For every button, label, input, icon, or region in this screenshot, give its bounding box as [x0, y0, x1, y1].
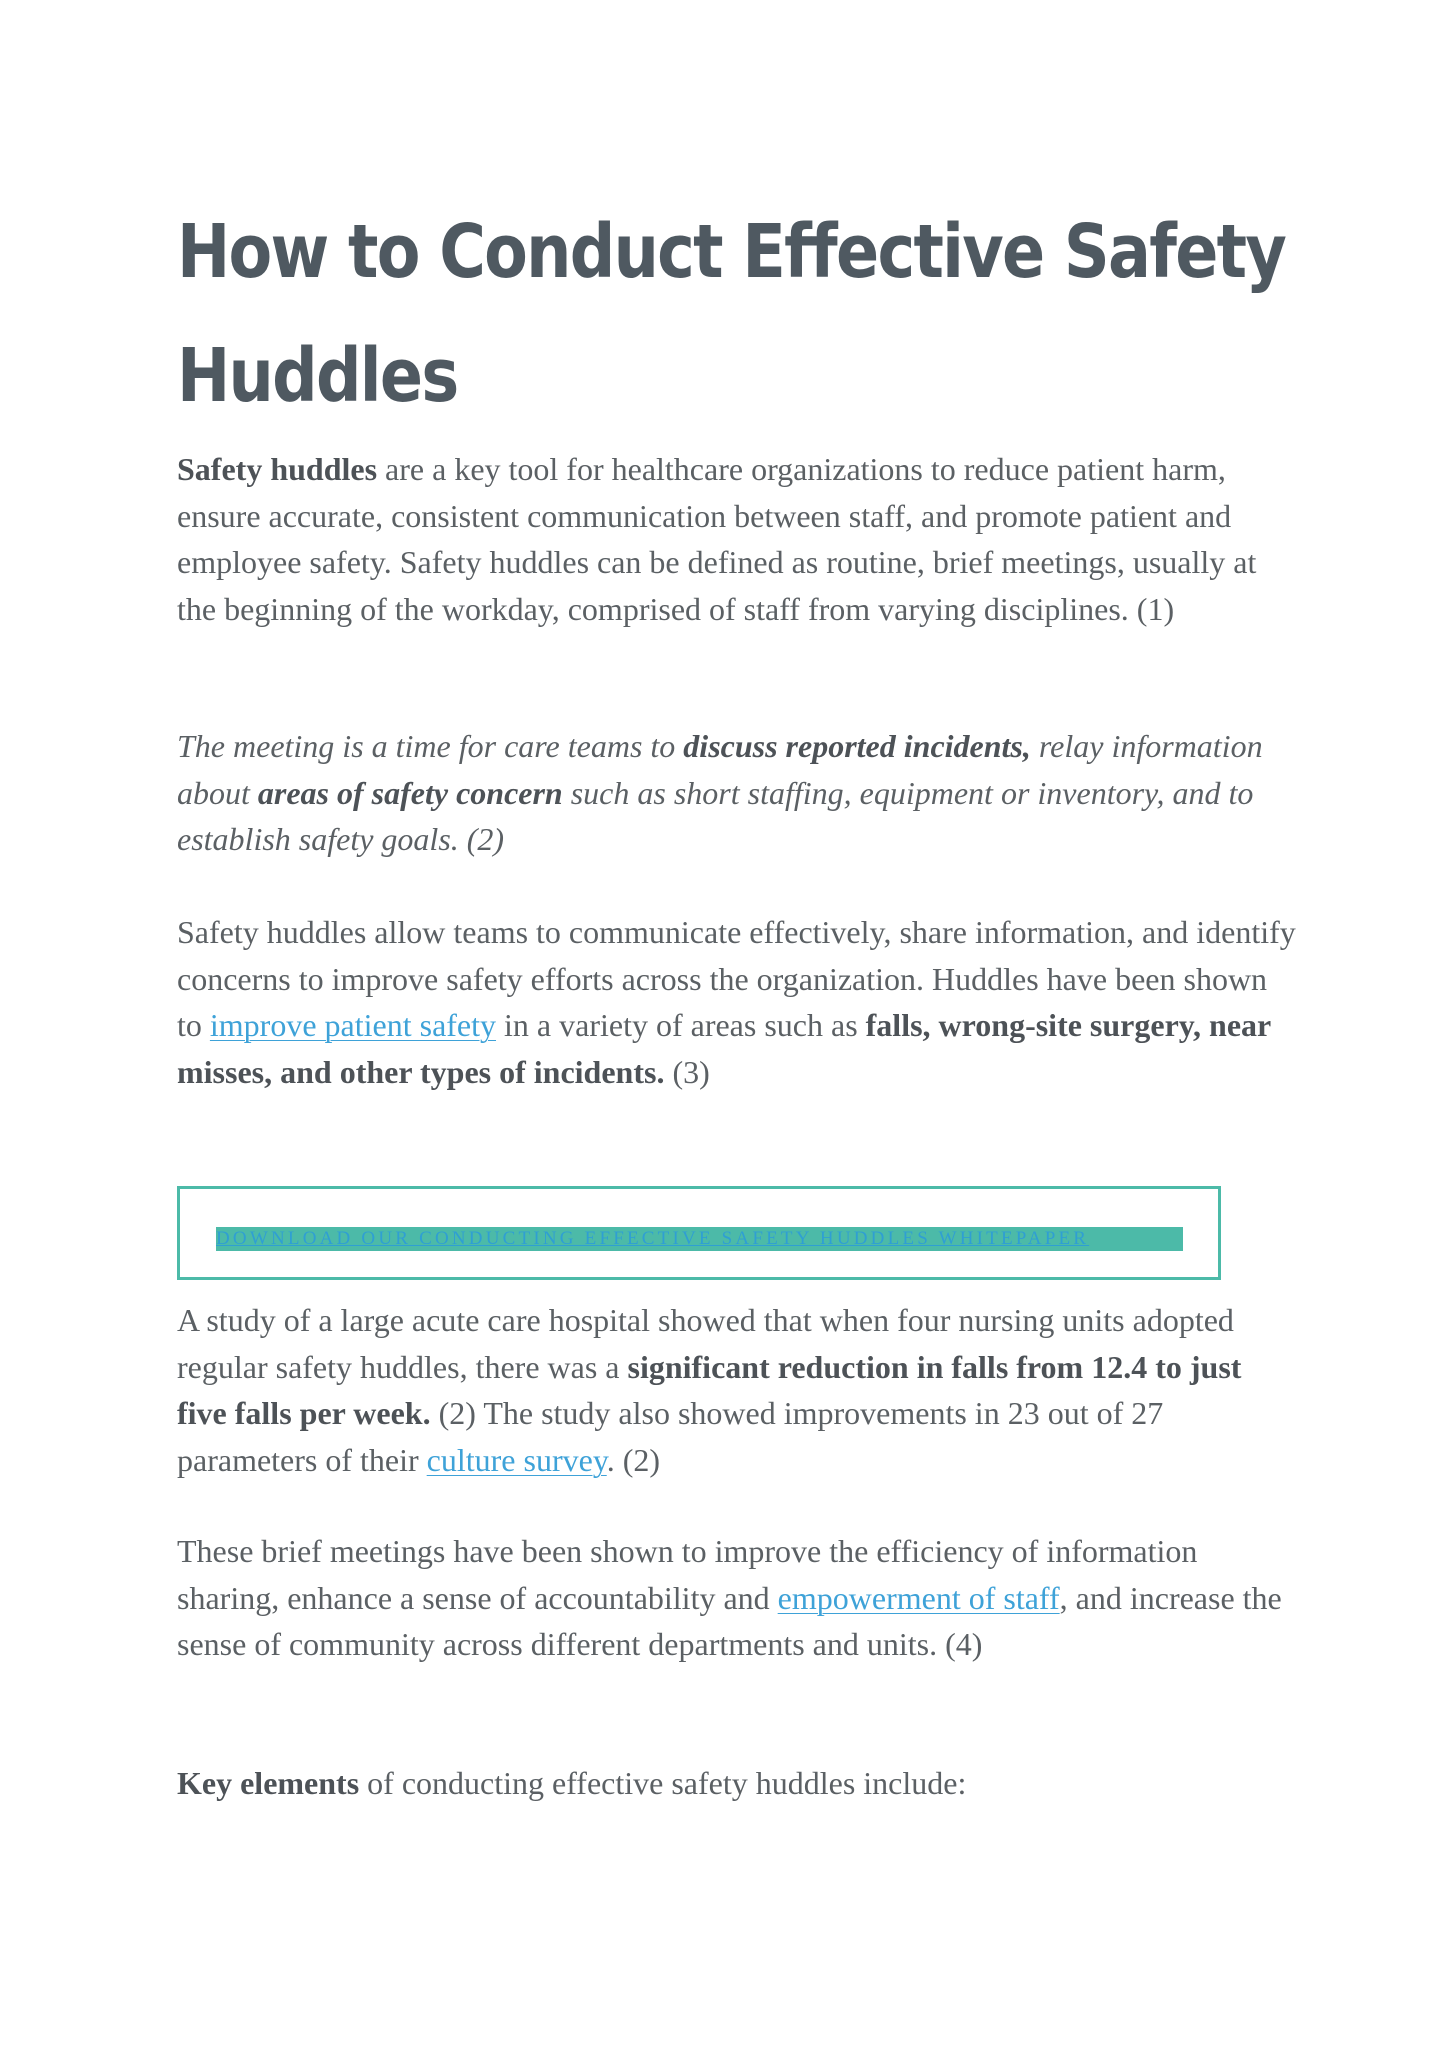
intro-paragraph — [177, 446, 1297, 632]
study-text-1: A study of a large acute care hospital showed that when four nursing units adopted regular safety huddles, there was a — [177, 1302, 1234, 1385]
key-elements-text: of conducting effective safety huddles include: — [359, 1765, 967, 1801]
quote-paragraph — [177, 723, 1297, 863]
intro-bold-lead: Safety huddles — [177, 451, 378, 487]
study-text-2: (2) The study also showed improvements in 23 out of 27 parameters of their — [177, 1395, 1164, 1478]
article — [177, 0, 1297, 2048]
quote-text-2: relay information about — [177, 728, 1263, 811]
quote-text-3: such as short staffing, equipment or inventory, and to establish safety goals. (2) — [177, 774, 1254, 857]
whitepaper-download-label[interactable]: DOWNLOAD OUR CONDUCTING EFFECTIVE SAFETY HUDDLES WHITEPAPER — [216, 1227, 1183, 1251]
benefits-paragraph — [177, 909, 1297, 1095]
efficiency-text-2: , and increase the sense of community across different departments and units. (4) — [177, 1579, 1282, 1662]
benefits-text-2: in a variety of areas such as — [496, 1007, 866, 1043]
empowerment-of-staff-link[interactable]: empowerment of staff — [777, 1579, 1060, 1616]
culture-survey-link[interactable]: culture survey — [426, 1441, 607, 1478]
title-line-1: How to Conduct Effective Safety — [177, 209, 1286, 295]
benefits-text-3: (3) — [664, 1053, 710, 1090]
efficiency-paragraph — [177, 1528, 1297, 1668]
benefits-bold: falls, wrong-site surgery, near misses, and other types of incidents. — [177, 1007, 1271, 1090]
study-bold: significant reduction in falls from 12.4 to just five falls per week. — [177, 1348, 1242, 1431]
benefits-text-1: Safety huddles allow teams to communicate effectively, share information, and identify concerns to improve safety efforts across the organization. Huddles have been shown to — [177, 914, 1296, 1043]
study-paragraph — [177, 1297, 1297, 1483]
page-title — [177, 190, 1295, 438]
key-elements-paragraph — [177, 1760, 1297, 1807]
title-line-2: Huddles — [177, 333, 458, 419]
key-elements-bold: Key elements — [177, 1765, 360, 1801]
efficiency-text-1: These brief meetings have been shown to improve the efficiency of information sharing, enhance a sense of accountability and — [177, 1533, 1198, 1616]
study-text-3: . (2) — [606, 1441, 661, 1478]
intro-text: are a key tool for healthcare organizations to reduce patient harm, ensure accurate, consistent communication between staff, and promote patient and employee safety. Safety huddles can be defined as routine, brief meetings, usually at the beginning of the workday, comprised of staff from varying disciplines. (1) — [177, 451, 1257, 627]
improve-patient-safety-link[interactable]: improve patient safety — [209, 1007, 497, 1043]
quote-bold-2: areas of safety concern — [257, 774, 563, 811]
quote-bold-1: discuss reported incidents, — [683, 728, 1031, 764]
quote-text-1: The meeting is a time for care teams to — [177, 728, 684, 764]
whitepaper-download-button[interactable] — [177, 1186, 1221, 1280]
